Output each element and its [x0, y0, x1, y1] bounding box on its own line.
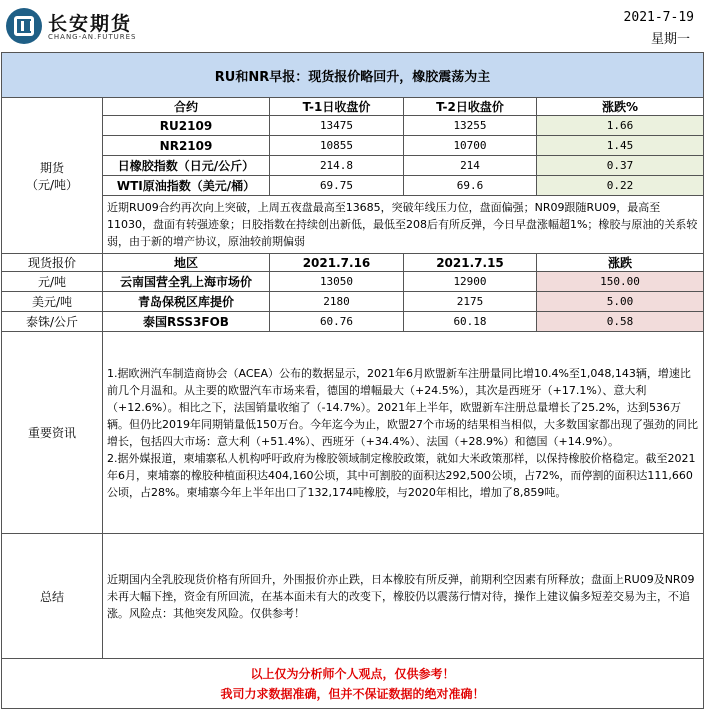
spot-change: 5.00: [537, 292, 704, 312]
t2-price: 214: [404, 156, 537, 176]
spot-change: 150.00: [537, 272, 704, 292]
table-row: [2, 272, 704, 292]
company-name-en: CHANG-AN.FUTURES: [48, 33, 137, 41]
spot-unit: 元/吨: [2, 272, 103, 292]
t1-price: 69.75: [270, 176, 404, 196]
report-date: 2021-7-19: [623, 10, 694, 25]
t1-price: 10855: [270, 136, 404, 156]
futures-category: [2, 98, 103, 254]
futures-col-change: 涨跌%: [537, 98, 704, 116]
t2-price: 69.6: [404, 176, 537, 196]
summary-label: 总结: [2, 534, 103, 659]
spot-name: 云南国营全乳上海市场价: [103, 272, 270, 292]
futures-category-line1: 期货: [39, 160, 64, 175]
disclaimer-row: [2, 659, 704, 709]
futures-category-line2: （元/吨）: [25, 177, 79, 192]
futures-col-contract: 合约: [103, 98, 270, 116]
spot-label: 现货报价: [2, 254, 103, 272]
change-pct: 1.66: [537, 116, 704, 136]
contract-name: 日橡胶指数（日元/公斤）: [103, 156, 270, 176]
change-pct: 0.37: [537, 156, 704, 176]
contract-name: WTI原油指数（美元/桶）: [103, 176, 270, 196]
news-row: [2, 332, 704, 534]
table-row: [2, 116, 704, 136]
futures-commentary: 近期RU09合约再次向上突破，上周五夜盘最高至13685，突破年线压力位，盘面偏强；NR09跟随RU09，最高至11030，盘面有转强迹象；日胶指数在持续创出新低，最低至208后有所反弹，今日早盘涨幅超1%；橡胶与原油的关系较弱，由于新的增产协议，原油较前期偏弱: [103, 196, 704, 254]
company-name: 长安期货: [48, 13, 133, 35]
spot-price-d2: 12900: [404, 272, 537, 292]
report-header: [0, 0, 704, 52]
t2-price: 10700: [404, 136, 537, 156]
table-row: [2, 136, 704, 156]
spot-price-d1: 60.76: [270, 312, 404, 332]
spot-col-region: 地区: [103, 254, 270, 272]
t1-price: 214.8: [270, 156, 404, 176]
news-text: 1.据欧洲汽车制造商协会（ACEA）公布的数据显示，2021年6月欧盟新车注册量同比增10.4%至1,048,143辆，增速比前几个月温和。从主要的欧盟汽车市场来看，德国的增幅最大（+24.5%），其次是西班牙（+17.1%）、意大利（+12.6%）。相比之下，法国销量收缩了（-14.7%）。2021年上半年，欧盟新车注册总量增长了25.2%，达到536万辆。但仍比2019年同期销量低150万台。今年迄今为止，欧盟27个市场的结果相当相似，大多数国家都出现了强劲的同比增长，包括四大市场：意大利（+51.4%）、西班牙（+34.4%）、法国（+28.9%）和德国（+14.9%）。 2.据外媒报道，柬埔寨私人机构呼吁政府为橡胶领域制定橡胶政策，就如大米政策那样，以保持橡胶价格稳定。截至2021年6月，柬埔寨的橡胶种植面积达404,160公顷，其中可割胶的面积达292,500公顷，占72%，而停割的面积达111,660公顷，占28%。柬埔寨今年上半年出口了132,174吨橡胶，与2020年相比，增加了8,859吨。: [103, 332, 704, 534]
spot-price-d2: 60.18: [404, 312, 537, 332]
spot-price-d1: 13050: [270, 272, 404, 292]
spot-header-row: [2, 254, 704, 272]
table-row: [2, 176, 704, 196]
change-pct: 0.22: [537, 176, 704, 196]
t1-price: 13475: [270, 116, 404, 136]
spot-price-d1: 2180: [270, 292, 404, 312]
summary-row: [2, 534, 704, 659]
table-row: [2, 292, 704, 312]
spot-col-d2: 2021.7.15: [404, 254, 537, 272]
report-title: RU和NR早报：现货报价略回升，橡胶震荡为主: [2, 53, 704, 98]
company-logo-icon: [6, 8, 42, 44]
disclaimer-line2: 我司力求数据准确，但并不保证数据的绝对准确！: [220, 686, 485, 701]
contract-name: NR2109: [103, 136, 270, 156]
spot-col-change: 涨跌: [537, 254, 704, 272]
futures-col-t2: T-2日收盘价: [404, 98, 537, 116]
disclaimer-line1: 以上仅为分析师个人观点，仅供参考！: [250, 666, 455, 681]
title-row: [2, 53, 704, 98]
report-table: [1, 52, 704, 709]
disclaimer: [2, 659, 704, 709]
news-label: 重要资讯: [2, 332, 103, 534]
spot-unit: 美元/吨: [2, 292, 103, 312]
spot-name: 泰国RSS3FOB: [103, 312, 270, 332]
contract-name: RU2109: [103, 116, 270, 136]
spot-price-d2: 2175: [404, 292, 537, 312]
futures-commentary-row: [2, 196, 704, 254]
spot-unit: 泰铢/公斤: [2, 312, 103, 332]
spot-change: 0.58: [537, 312, 704, 332]
change-pct: 1.45: [537, 136, 704, 156]
t2-price: 13255: [404, 116, 537, 136]
report-weekday: 星期一: [650, 32, 690, 47]
futures-header-row: [2, 98, 704, 116]
table-row: [2, 156, 704, 176]
table-row: [2, 312, 704, 332]
summary-text: 近期国内全乳胶现货价格有所回升，外围报价亦止跌，日本橡胶有所反弹，前期利空因素有所释放；盘面上RU09及NR09未再大幅下挫，资金有所回流，在基本面未有大的改变下，橡胶仍以震荡行情对待，操作上建议偏多短差交易为主，不追涨。风险点：其他突发风险。仅供参考！: [103, 534, 704, 659]
futures-col-t1: T-1日收盘价: [270, 98, 404, 116]
spot-col-d1: 2021.7.16: [270, 254, 404, 272]
spot-name: 青岛保税区库提价: [103, 292, 270, 312]
